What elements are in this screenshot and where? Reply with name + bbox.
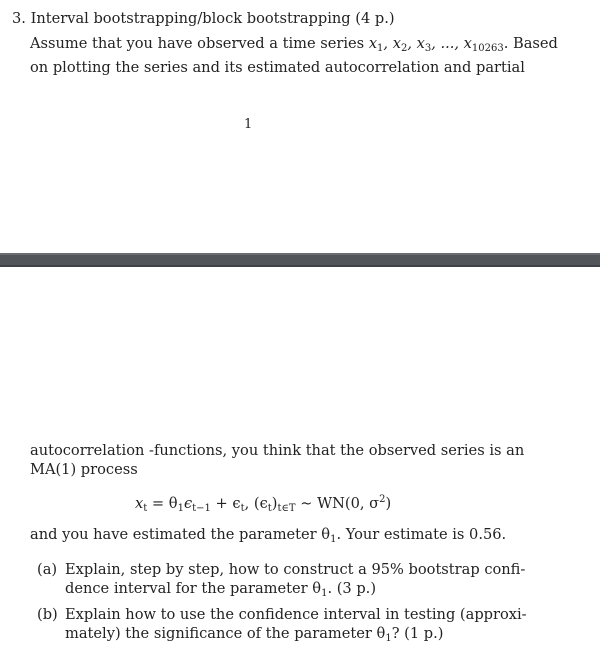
part-b-sub: 1 [385,633,392,644]
series-xn: , ..., x [431,35,472,52]
eq-rhs-c: + ϵ [210,495,241,512]
part-b-label: (b) [37,606,58,623]
eq-rhs-c-sub: t [240,503,245,514]
part-a-sub: 1 [321,588,328,599]
eq-rhs-b: ϵ [183,495,193,512]
estimate-suffix: . Your estimate is 0.56. [336,526,507,543]
page-number: 1 [244,117,253,132]
part-b-text-1: Explain how to use the confidence interval in testing (approxi- [65,606,527,623]
part-a-line-2 [65,579,376,603]
part-a-text-2: dence interval for the parameter θ [65,580,322,597]
series-x2-sub: 2 [400,43,408,54]
estimate-sub: 1 [330,534,337,545]
eq-rhs-a-sub: 1 [177,503,184,514]
series-x1: x [368,35,378,52]
part-a-text-1: Explain, step by step, how to construct a 95% bootstrap confi- [65,561,526,578]
part-a-line-1 [37,560,525,579]
ma1-equation [135,490,391,518]
eq-lhs: x [135,495,144,512]
eq-rhs-b-sub: t−1 [192,503,211,514]
eq-noise-index: t∈T [277,503,296,514]
eq-dist-sup: 2 [379,494,386,505]
question-intro [30,34,558,77]
part-a-suffix: . (3 p.) [327,580,377,597]
part-b-line-2 [65,624,443,648]
intro-line-1 [30,34,558,58]
part-b-text-2: mately) the significance of the parameter θ [65,625,386,642]
series-expression [369,35,504,52]
question-title: 3. Interval bootstrapping/block bootstrapping (4 p.) [12,10,395,27]
part-b-line-1 [37,605,527,624]
intro-line-2: on plotting the series and its estimated autocorrelation and partial [30,59,525,76]
estimate-sentence [30,525,506,549]
continuation-line-1: autocorrelation -functions, you think that the observed series is an [30,442,525,459]
part-a-label: (a) [37,561,58,578]
eq-dist-close: ) [385,495,392,512]
part-b-suffix: ? (1 p.) [391,625,444,642]
series-x2: , x [383,35,401,52]
page-top [0,0,600,253]
series-x3: , x [407,35,425,52]
series-x3-sub: 3 [424,43,432,54]
estimate-prefix: and you have estimated the parameter θ [30,526,331,543]
intro-line1-prefix: Assume that you have observed a time series [30,35,369,52]
eq-noise-close: ) [271,495,278,512]
continuation-line-2: MA(1) process [30,461,138,478]
eq-dist: ∼ WN(0, σ [295,495,380,512]
series-xn-sub: 10263 [471,43,504,54]
eq-noise-open: , (ϵ [244,495,268,512]
page-divider [0,253,600,267]
series-x1-sub: 1 [377,43,384,54]
intro-line1-suffix: . Based [503,35,558,52]
eq-lhs-sub: t [143,503,148,514]
eq-noise-sub: t [267,503,272,514]
eq-rhs-a: = θ [147,495,178,512]
